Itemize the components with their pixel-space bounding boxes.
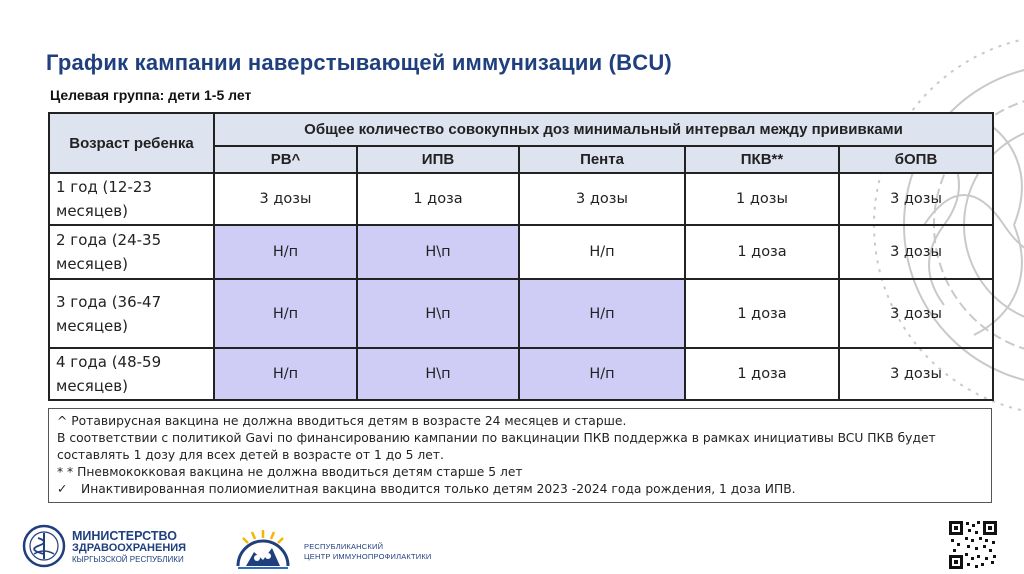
- table-row: [49, 348, 993, 400]
- age-cell: 1 год (12-23 месяцев): [49, 173, 214, 225]
- ministry-logo: [22, 524, 202, 570]
- vaccine-header-pcv: ПКВ**: [685, 146, 839, 173]
- doses-group-header: Общее количество совокупных доз минимальный интервал между прививками: [214, 113, 993, 146]
- table-header-row: [49, 113, 993, 146]
- table-row: [49, 173, 993, 225]
- dose-cell: 3 дозы: [214, 173, 357, 225]
- dose-cell: Н/п: [519, 279, 685, 348]
- dose-cell: Н\п: [357, 348, 519, 400]
- age-column-header: Возраст ребенка: [49, 113, 214, 173]
- dose-cell: Н/п: [519, 348, 685, 400]
- dose-cell: 1 доза: [685, 279, 839, 348]
- age-cell: 2 года (24-35 месяцев): [49, 225, 214, 279]
- vaccination-schedule-table: [48, 112, 994, 401]
- dose-cell: Н\п: [357, 279, 519, 348]
- dose-cell: 3 дозы: [839, 348, 993, 400]
- dose-cell: 3 дозы: [519, 173, 685, 225]
- vaccine-header-ipv: ИПВ: [357, 146, 519, 173]
- dose-cell: 1 доза: [685, 348, 839, 400]
- dose-cell: 1 дозы: [685, 173, 839, 225]
- footnote-gavi-pcv: В соответствии с политикой Gavi по финансированию кампании по вакцинации ПКВ поддержка в рамках инициативы BCU ПКВ будет составлять 1 дозу для всех детей в возрасте от 1 до 5 лет.: [57, 431, 936, 462]
- age-cell: 4 года (48-59 месяцев): [49, 348, 214, 400]
- dose-cell: Н/п: [214, 225, 357, 279]
- dose-cell: Н/п: [519, 225, 685, 279]
- qr-code-icon: [948, 520, 998, 570]
- table-row: [49, 225, 993, 279]
- vaccine-header-penta: Пента: [519, 146, 685, 173]
- dose-cell: 3 дозы: [839, 279, 993, 348]
- vaccine-header-bopv: бОПВ: [839, 146, 993, 173]
- center-name: РЕСПУБЛИКАНСКИЙ ЦЕНТР ИММУНОПРОФИЛАКТИКИ: [304, 542, 432, 561]
- footnote-rv: ^ Ротавирусная вакцина не должна вводиться детям в возрасте 24 месяцев и старше.: [57, 414, 627, 428]
- check-mark-icon: ✓: [57, 482, 68, 496]
- age-cell: 3 года (36-47 месяцев): [49, 279, 214, 348]
- dose-cell: 3 дозы: [839, 173, 993, 225]
- dose-cell: Н/п: [214, 279, 357, 348]
- dose-cell: Н/п: [214, 348, 357, 400]
- table-row: [49, 279, 993, 348]
- ministry-emblem-icon: [22, 524, 66, 568]
- dose-cell: Н\п: [357, 225, 519, 279]
- vaccine-header-rv: РВ^: [214, 146, 357, 173]
- dose-cell: 1 доза: [685, 225, 839, 279]
- dose-cell: 1 доза: [357, 173, 519, 225]
- footnote-pcv-age: * * Пневмококковая вакцина не должна вводиться детям старше 5 лет: [57, 465, 523, 479]
- center-emblem-icon: [232, 526, 294, 572]
- dose-cell: 3 дозы: [839, 225, 993, 279]
- page-title: График кампании наверстывающей иммунизации (BCU): [46, 50, 672, 75]
- footnotes-box: [48, 408, 992, 503]
- footnote-ipv: ✓ Инактивированная полиомиелитная вакцина вводится только детям 2023 -2024 года рождения, 1 доза ИПВ.: [57, 482, 796, 496]
- ministry-name: МИНИСТЕРСТВО ЗДРАВООХРАНЕНИЯ КЫРГЫЗСКОЙ РЕСПУБЛИКИ: [72, 529, 187, 564]
- target-group-subtitle: Целевая группа: дети 1-5 лет: [50, 87, 252, 103]
- immunoprophylaxis-center-logo: [232, 526, 452, 572]
